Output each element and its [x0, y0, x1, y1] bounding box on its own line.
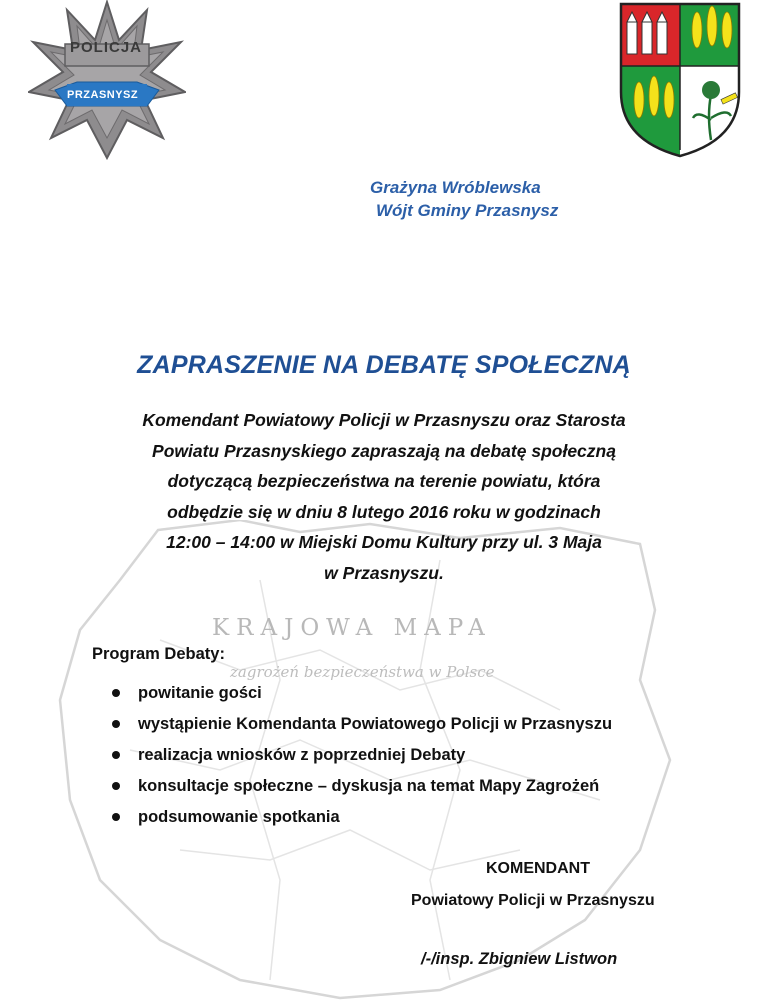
police-badge-text-top: POLICJA [70, 39, 143, 56]
program-item-text: podsumowanie spotkania [138, 808, 340, 826]
watermark-subtitle: zagrożeń bezpieczeństwa w Polsce [230, 663, 495, 681]
invitation-line: Powiatu Przasnyskiego zapraszają na debatę społeczną [152, 440, 616, 461]
wojt-role: Wójt Gminy Przasnysz [376, 201, 559, 220]
bullet-icon [112, 751, 120, 759]
bullet-icon [112, 782, 120, 790]
signature-name: /-/insp. Zbigniew Listwon [421, 950, 618, 968]
bullet-icon [112, 689, 120, 697]
watermark-title: KRAJOWA MAPA [212, 615, 492, 641]
police-badge-logo [28, 0, 186, 160]
signature-title: KOMENDANT [486, 860, 590, 877]
bullet-icon [112, 720, 120, 728]
invitation-line: dotyczącą bezpieczeństwa na terenie powiatu, która [167, 471, 601, 491]
list-item [112, 714, 612, 745]
list-item [112, 776, 612, 807]
signature-unit: Powiatowy Policji w Przasnyszu [411, 892, 655, 909]
invitation-line: odbędzie się w dniu 8 lutego 2016 roku w godzinach [167, 501, 601, 522]
program-label: Program Debaty: [92, 645, 225, 663]
bullet-icon [112, 813, 120, 821]
program-item-text: realizacja wniosków z poprzedniej Debaty [138, 746, 466, 764]
program-item-text: powitanie gości [138, 684, 262, 702]
invitation-line: 12:00 – 14:00 w Miejski Domu Kultury przy ul. 3 Maja [166, 532, 602, 552]
invitation-line: w Przasnyszu. [324, 562, 444, 583]
coat-of-arms-logo [615, 0, 745, 160]
program-list [112, 683, 612, 838]
police-badge-text-bottom: PRZASNYSZ [67, 89, 139, 101]
invitation-paragraph [84, 405, 684, 588]
list-item [112, 807, 612, 838]
list-item [112, 683, 612, 714]
page-title: ZAPRASZENIE NA DEBATĘ SPOŁECZNĄ [137, 351, 631, 379]
list-item [112, 745, 612, 776]
program-item-text: konsultacje społeczne – dyskusja na temat Mapy Zagrożeń [138, 777, 600, 795]
wojt-block [370, 176, 558, 222]
wojt-name: Grażyna Wróblewska [370, 178, 541, 197]
program-item-text: wystąpienie Komendanta Powiatowego Policji w Przasnyszu [138, 715, 613, 733]
invitation-line: Komendant Powiatowy Policji w Przasnyszu oraz Starosta [142, 410, 626, 430]
